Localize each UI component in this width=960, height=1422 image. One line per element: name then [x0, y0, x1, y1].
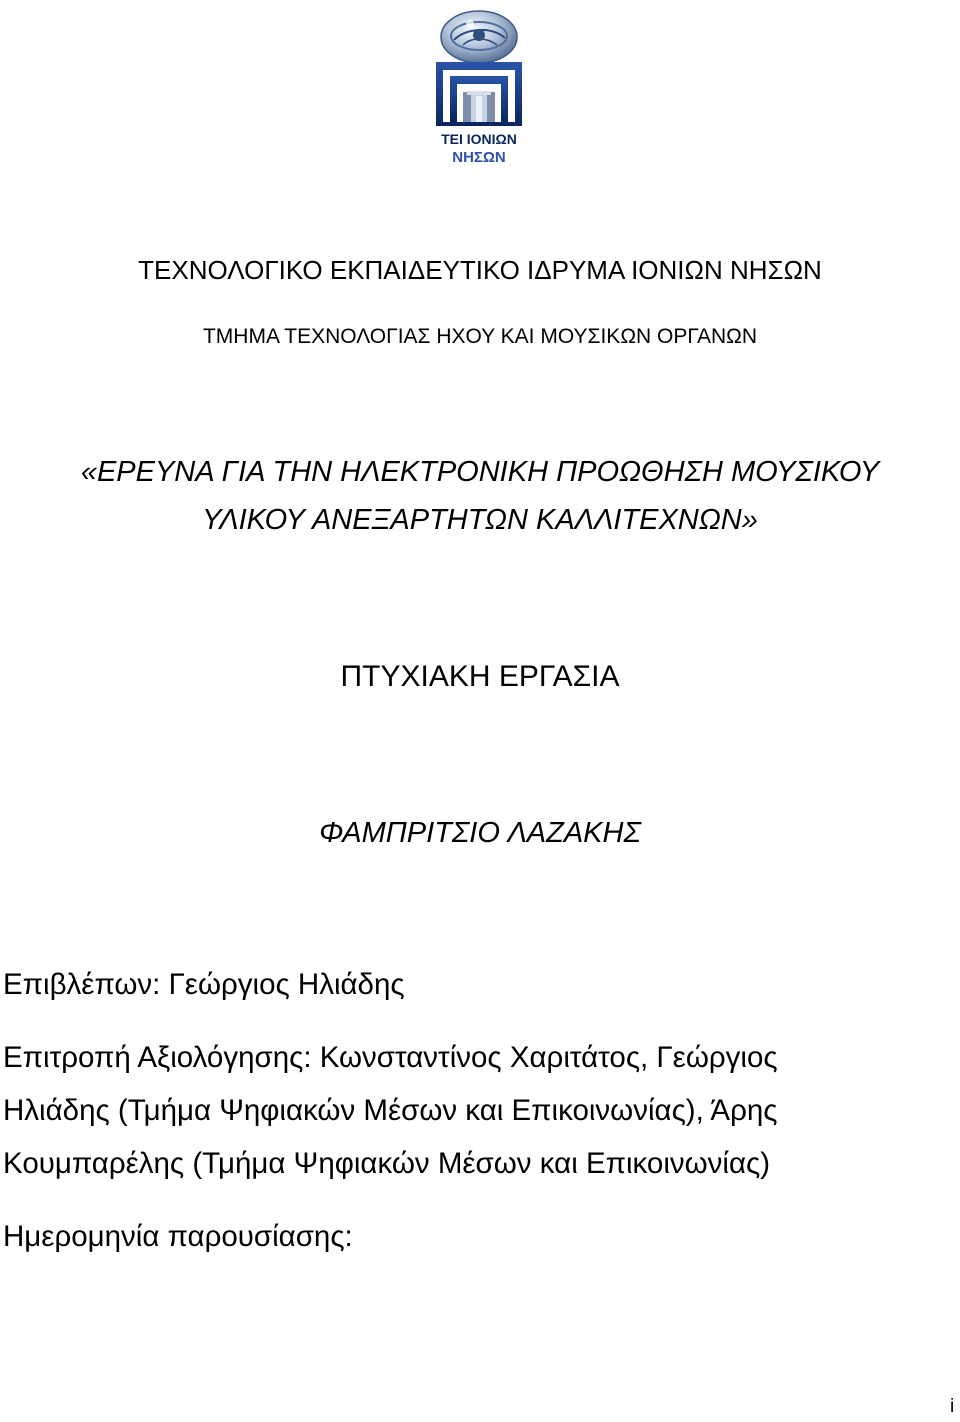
logo-line-2: ΝΗΣΩΝ: [452, 149, 506, 166]
thesis-title: [0, 448, 960, 544]
thesis-title-line-2: ΥΛΙΚΟΥ ΑΝΕΞΑΡΤΗΤΩΝ ΚΑΛΛΙΤΕΧΝΩΝ»: [202, 504, 758, 536]
page-number: i: [950, 1396, 955, 1417]
thesis-type: ΠΤΥΧΙΑΚΗ ΕΡΓΑΣΙΑ: [340, 660, 620, 693]
institution-name: ΤΕΧΝΟΛΟΓΙΚΟ ΕΚΠΑΙΔΕΥΤΙΚΟ ΙΔΡΥΜΑ ΙΟΝΙΩΝ ΝΗΣΩΝ: [138, 255, 822, 285]
committee-line-1: Επιτροπή Αξιολόγησης: Κωνσταντίνος Χαριτάτος, Γεώργιος: [3, 1041, 778, 1074]
supervisor-line: Επιβλέπων: Γεώργιος Ηλιάδης: [3, 968, 405, 1001]
evaluation-committee: [3, 1031, 953, 1190]
institution-logo: [432, 4, 528, 166]
department-name: ΤΜΗΜΑ ΤΕΧΝΟΛΟΓΙΑΣ ΗΧΟΥ ΚΑΙ ΜΟΥΣΙΚΩΝ ΟΡΓΑΝΩΝ: [202, 325, 758, 348]
temple-emblem-icon: [436, 62, 522, 126]
committee-line-3: Κουμπαρέλης (Τμήμα Ψηφιακών Μέσων και Επικοινωνίας): [3, 1147, 771, 1180]
committee-line-2: Ηλιάδης (Τμήμα Ψηφιακών Μέσων και Επικοινωνίας), Άρης: [3, 1094, 778, 1127]
logo-line-1: ΤΕΙ ΙΟΝΙΩΝ: [441, 131, 517, 147]
author-name: ΦΑΜΠΡΙΤΣΙΟ ΛΑΖΑΚΗΣ: [319, 817, 641, 849]
presentation-date-label: Ημερομηνία παρουσίασης:: [3, 1220, 353, 1253]
globe-icon: [441, 11, 517, 63]
thesis-title-line-1: «ΕΡΕΥΝΑ ΓΙΑ ΤΗΝ ΗΛΕΚΤΡΟΝΙΚΗ ΠΡΟΩΘΗΣΗ ΜΟΥΣΙΚΟΥ: [80, 456, 880, 488]
